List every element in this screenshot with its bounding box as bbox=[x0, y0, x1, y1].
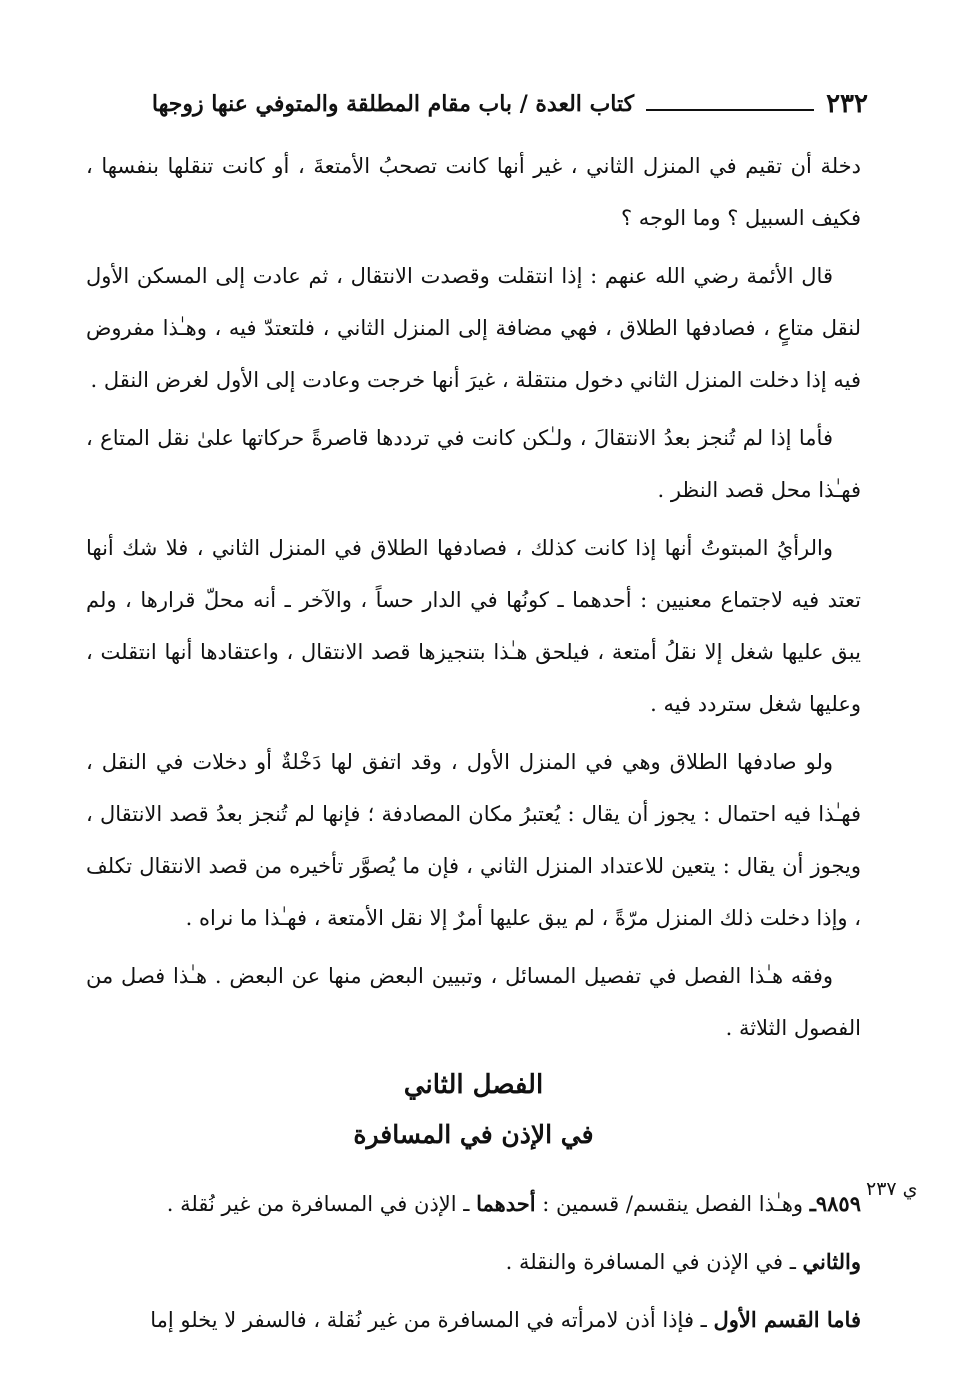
paragraph-6: وفقه هـٰذا الفصل في تفصيل المسائل ، وتبيين البعض منها عن البعض . هـٰذا فصل من الفصول الثلاثة . bbox=[86, 964, 861, 1040]
first-part-paragraph bbox=[86, 1294, 861, 1346]
numbered-bold-4: فاما القسم الأول bbox=[713, 1307, 861, 1332]
paragraph-3: فأما إذا لم تُنجز بعدُ الانتقالَ ، ولـٰكن كانت في ترددها قاصرةً حركاتها علىٰ نقل المتاع ، فهـٰذا محل قصد النظر . bbox=[86, 426, 861, 502]
page-body bbox=[86, 140, 861, 1352]
margin-reference: ي ٢٣٧ bbox=[866, 1178, 918, 1200]
header-rule bbox=[646, 109, 814, 111]
paragraph-5: ولو صادفها الطلاق وهي في المنزل الأول ، وقد اتفق لها دَخْلةٌ أو دخلات في النقل ، فهـٰذا فيه احتمال : يجوز أن يقال : يُعتبرُ مكان المصادفة ؛ فإنها لم تُنجز بعدُ قصد الانتقال ، ويجوز أن يقال : يتعين للاعتداد المنزل الثاني ، فإن ما يُصوَّر تأخيره من قصد الانتقال تكلف ، وإذا دخلت ذلك المنزل مرّةً ، لم يبق عليها أمرٌ إلا نقل الأمتعة ، فهـٰذا ما نراه . bbox=[86, 750, 861, 930]
paragraph-1: دخلة أن تقيم في المنزل الثاني ، غير أنها كانت تصحبُ الأمتعةَ ، أو كانت تنقلها بنفسها ، فكيف السبيل ؟ وما الوجه ؟ bbox=[86, 154, 861, 230]
paragraph-4: والرأيُ المبتوتُ أنها إذا كانت كذلك ، فصادفها الطلاق في المنزل الثاني ، فلا شك أنها تعتد فيه لاجتماع معنيين : أحدهما ـ كونُها في الدار حساً ، والآخر ـ أنه محلّ قرارها ، ولم يبق عليها شغل إلا نقلُ أمتعة ، فيلحق هـٰذا بتنجيزها قصد الانتقال ، واعتقادها أنها انتقلت ، وعليها شغل ستردد فيه . bbox=[86, 536, 861, 716]
section-title: الفصل الثاني bbox=[403, 1070, 544, 1100]
numbered-bold-3: والثاني bbox=[802, 1249, 861, 1274]
numbered-text-3: ـ في الإذن في المسافرة والنقلة . bbox=[505, 1250, 803, 1274]
section-subtitle: في الإذن في المسافرة bbox=[353, 1120, 594, 1149]
numbered-paragraph bbox=[86, 1178, 861, 1230]
running-title: كتاب العدة / باب مقام المطلقة والمتوفي عنها زوجها bbox=[151, 91, 635, 117]
paragraph-number: ٩٨٥٩ـ bbox=[809, 1191, 861, 1216]
second-part-paragraph bbox=[86, 1236, 861, 1288]
numbered-text-1: وهـٰذا الفصل ينقسم/ قسمين : bbox=[535, 1192, 810, 1216]
page-number: ٢٣٢ bbox=[826, 89, 868, 119]
numbered-bold-2: أحدهما bbox=[476, 1191, 536, 1216]
numbered-text-4: ـ فإذا أذن لامرأته في المسافرة من غير نُقلة ، فالسفر لا يخلو إما bbox=[150, 1308, 714, 1332]
running-header bbox=[82, 84, 868, 124]
numbered-text-2: ـ الإذن في المسافرة من غير نُقلة . bbox=[166, 1192, 477, 1216]
paragraph-2: قال الأئمة رضي الله عنهم : إذا انتقلت وقصدت الانتقال ، ثم عادت إلى المسكن الأول لنقل متاعٍ ، فصادفها الطلاق ، فهي مضافة إلى المنزل الثاني ، فلتعتدّ فيه ، وهـٰذا مفروض فيه إذا دخلت المنزل الثاني دخول منتقلة ، غيرَ أنها خرجت وعادت إلى الأول لغرض النقل . bbox=[86, 264, 861, 392]
